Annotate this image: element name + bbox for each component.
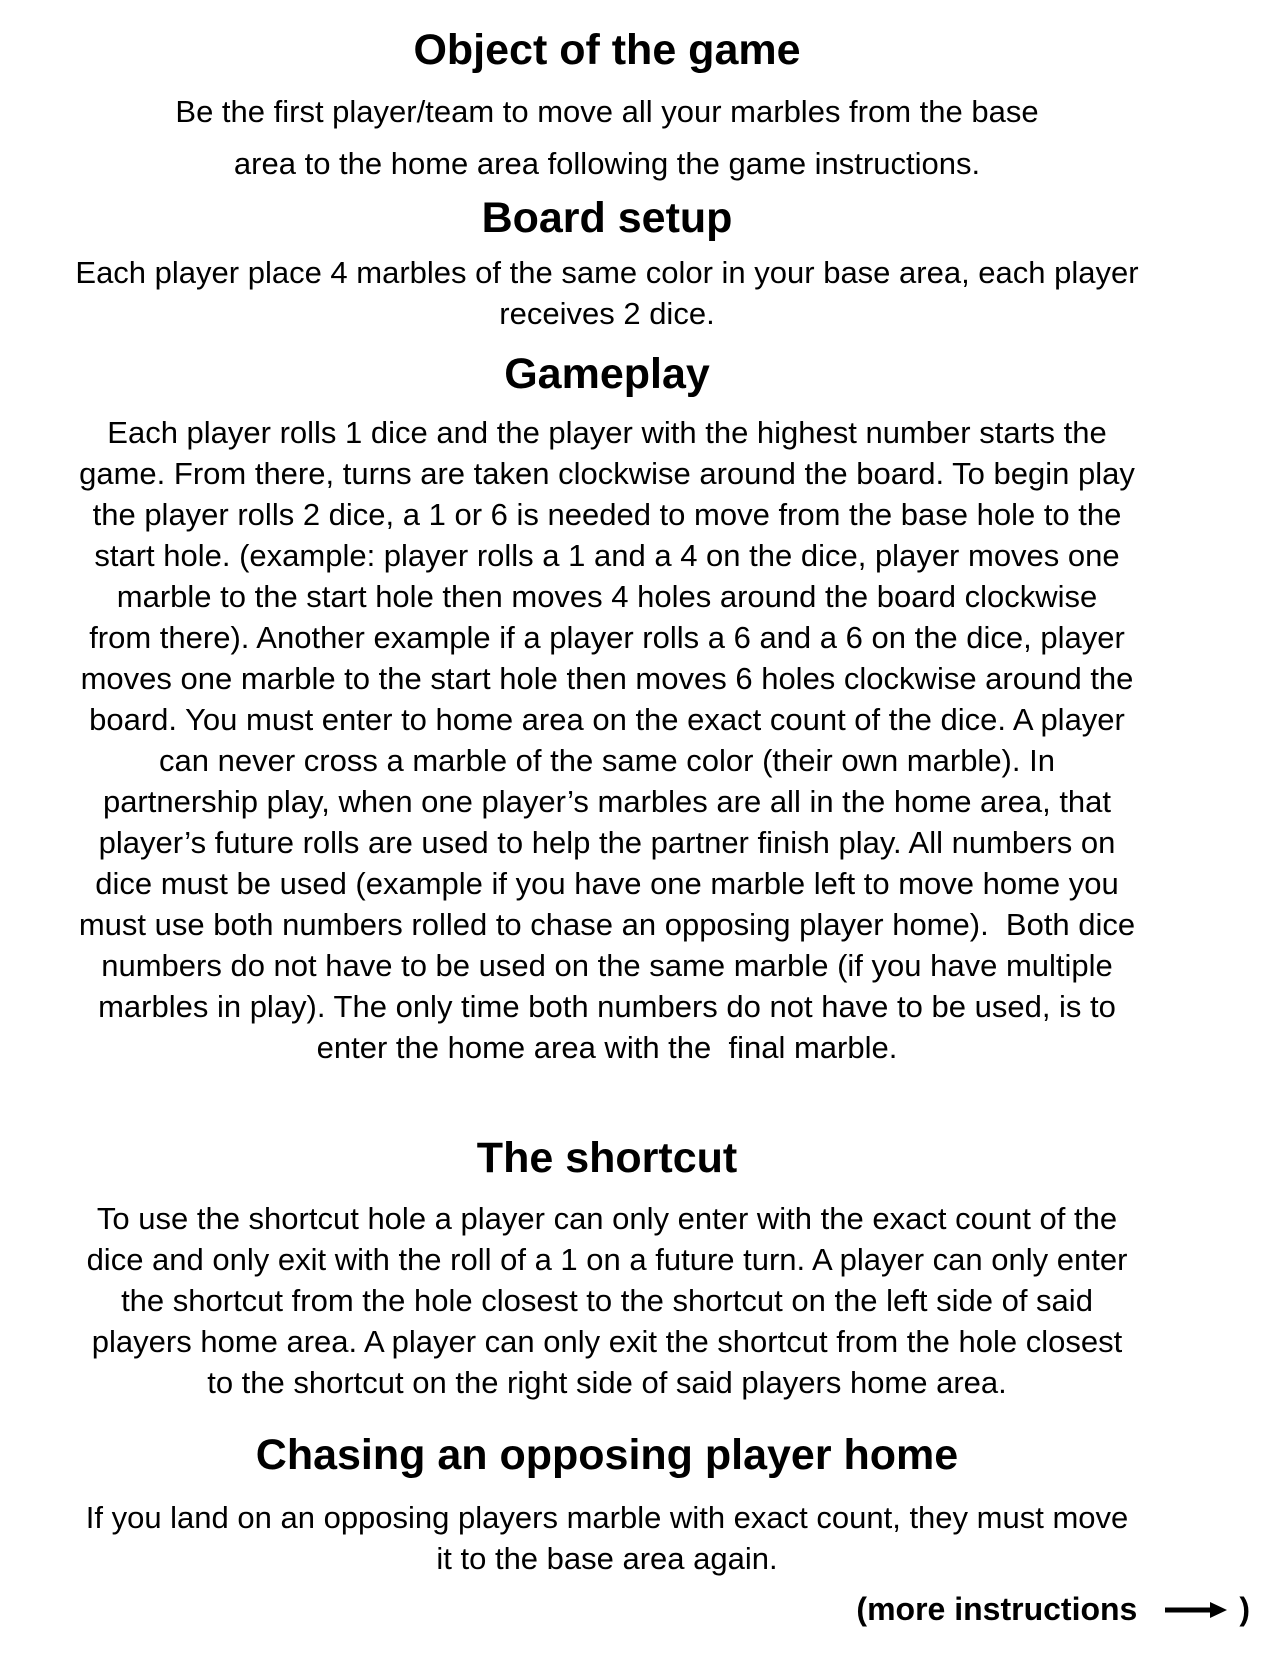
text-line: game. From there, turns are taken clockwise around the board. To begin play <box>79 456 1135 491</box>
long-right-arrow-icon <box>1163 1599 1229 1621</box>
chasing-paragraph <box>57 1497 1157 1579</box>
text-line: dice must be used (example if you have one marble left to move home you <box>95 866 1119 901</box>
text-line: numbers do not have to be used on the same marble (if you have multiple <box>101 948 1113 983</box>
text-line: To use the shortcut hole a player can only enter with the exact count of the <box>96 1201 1118 1236</box>
more-instructions-note <box>0 1591 1250 1628</box>
text-line: can never cross a marble of the same color (their own marble). In <box>159 743 1055 778</box>
text-line: the shortcut from the hole closest to the shortcut on the left side of said <box>121 1283 1093 1318</box>
section-heading-chasing-opposing-player: Chasing an opposing player home <box>255 1431 959 1479</box>
close-paren-label: ) <box>1239 1591 1250 1627</box>
object-of-game-paragraph <box>57 86 1157 190</box>
text-line: moves one marble to the start hole then moves 6 holes clockwise around the <box>80 661 1134 696</box>
text-line: Be the first player/team to move all your marbles from the base <box>175 94 1039 129</box>
text-line: Each player rolls 1 dice and the player with the highest number starts the <box>107 415 1107 450</box>
section-heading-board-setup: Board setup <box>481 194 733 242</box>
text-line: enter the home area with the final marble. <box>316 1030 898 1065</box>
text-line: the player rolls 2 dice, a 1 or 6 is needed to move from the base hole to the <box>92 497 1122 532</box>
text-line: start hole. (example: player rolls a 1 and a 4 on the dice, player moves one <box>94 538 1120 573</box>
instruction-sheet <box>57 26 1157 1579</box>
text-line: player’s future rolls are used to help the partner finish play. All numbers on <box>98 825 1116 860</box>
shortcut-paragraph <box>57 1198 1157 1403</box>
text-line: If you land on an opposing players marble with exact count, they must move <box>85 1500 1129 1535</box>
text-line: to the shortcut on the right side of said players home area. <box>207 1365 1007 1400</box>
text-line: dice and only exit with the roll of a 1 on a future turn. A player can only enter <box>86 1242 1128 1277</box>
text-line: partnership play, when one player’s marbles are all in the home area, that <box>102 784 1112 819</box>
text-line: must use both numbers rolled to chase an opposing player home). Both dice <box>78 907 1136 942</box>
page-title: Object of the game <box>413 26 801 74</box>
text-line: receives 2 dice. <box>499 296 715 331</box>
text-line: marble to the start hole then moves 4 holes around the board clockwise <box>116 579 1098 614</box>
more-instructions-label: (more instructions <box>856 1591 1138 1627</box>
text-line: from there). Another example if a player rolls a 6 and a 6 on the dice, player <box>89 620 1125 655</box>
section-heading-the-shortcut: The shortcut <box>476 1134 738 1182</box>
text-line: area to the home area following the game instructions. <box>233 146 981 181</box>
text-line: marbles in play). The only time both numbers do not have to be used, is to <box>98 989 1116 1024</box>
text-line: players home area. A player can only exit the shortcut from the hole closest <box>91 1324 1123 1359</box>
section-heading-gameplay: Gameplay <box>504 350 710 398</box>
text-line: Each player place 4 marbles of the same color in your base area, each player <box>75 255 1139 290</box>
board-setup-paragraph <box>57 252 1157 334</box>
gameplay-paragraph <box>57 412 1157 1068</box>
text-line: board. You must enter to home area on the exact count of the dice. A player <box>89 702 1125 737</box>
text-line: it to the base area again. <box>436 1541 778 1576</box>
